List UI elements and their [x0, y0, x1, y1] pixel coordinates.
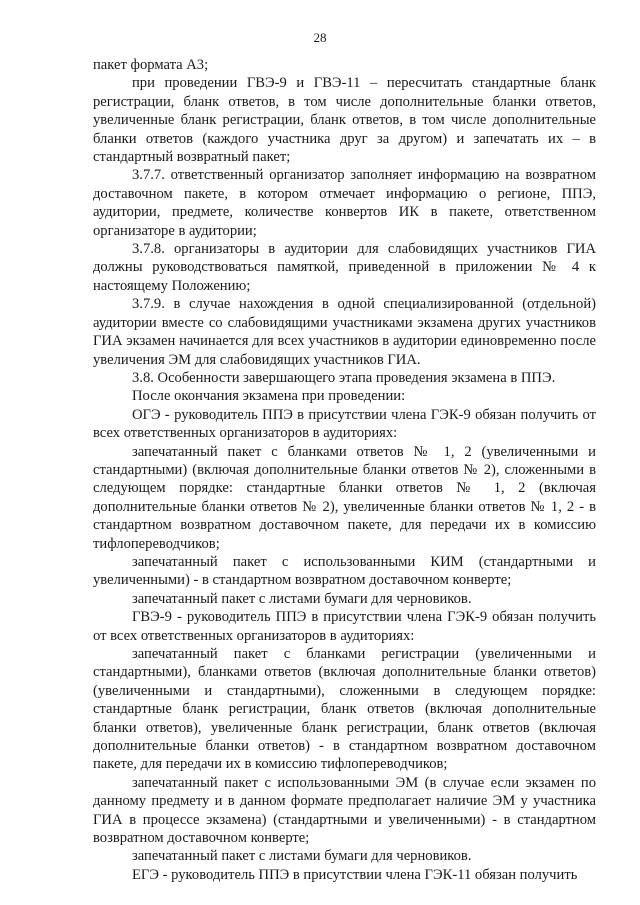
page-number: 28 — [313, 30, 327, 45]
paragraph: 3.7.9. в случае нахождения в одной специализированной (отдельной) аудитории вместе со слабовидящими участниками экзамена других участников ГИА экзамен начинается для всех участников в аудитории единовременно после увеличения ЭМ для слабовидящих участников ГИА. — [93, 296, 596, 368]
paragraph: После окончания экзамена при проведении: — [132, 388, 406, 405]
paragraph: 3.7.8. организаторы в аудитории для слабовидящих участников ГИА должны руководствоваться памяткой, приведенной в приложении № 4 к настоящему Положению; — [93, 241, 596, 294]
paragraph: запечатанный пакет с бланками ответов № 1, 2 (увеличенными и стандартными) (включая дополнительные бланки ответов № 2), сложенными в следующем порядке: стандартные бланки ответов № 1, 2 (включая дополнительные бланки ответов № 2), увеличенные бланки ответов № 1, 2 - в стандартном возвратном доставочном пакете, для передачи их в комиссию тифлопереводчиков; — [93, 443, 596, 552]
paragraph: пакет формата А3; — [93, 57, 209, 73]
paragraph: запечатанный пакет с листами бумаги для черновиков. — [132, 848, 472, 865]
paragraph: ГВЭ-9 - руководитель ППЭ в присутствии члена ГЭК-9 обязан получить от всех ответственных организаторов в аудиториях: — [93, 609, 596, 644]
paragraph: запечатанный пакет с использованными КИМ (стандартными и увеличенными) - в стандартном возвратном доставочном конверте; — [93, 553, 596, 589]
paragraph: 3.7.7. ответственный организатор заполняет информацию на возвратном доставочном пакете, в котором отмечает информацию о регионе, ППЭ, аудитории, предмете, количестве конвертов ИК в пакете, ответственном организаторе в аудитории; — [93, 167, 596, 239]
paragraph: запечатанный пакет с использованными ЭМ (в случае если экзамен по данному предмету и в данном формате предполагает наличие ЭМ у участника ГИА в процессе экзамена) (стандартными и увеличенными) - в стандартном возвратном доставочном конверте; — [93, 774, 596, 847]
paragraph: ОГЭ - руководитель ППЭ в присутствии члена ГЭК-9 обязан получить от всех ответственных организаторов в аудиториях: — [93, 406, 596, 442]
paragraph: 3.8. Особенности завершающего этапа проведения экзамена в ППЭ. — [132, 369, 556, 386]
paragraph: ЕГЭ - руководитель ППЭ в присутствии члена ГЭК-11 обязан получить — [132, 866, 578, 883]
paragraph: запечатанный пакет с листами бумаги для черновиков. — [132, 590, 472, 607]
document-body — [93, 56, 596, 884]
paragraph: запечатанный пакет с бланками регистрации (увеличенными и стандартными), бланками ответов (включая дополнительные бланки ответов) (увеличенными и стандартными), сложенными в следующем порядке: стандартные бланк регистрации, бланк ответов (включая дополнительные бланки ответов), увеличенные бланк регистрации, бланк ответов (включая дополнительные бланки ответов) - в стандартном возвратном доставочном пакете, для передачи их в комиссию тифлопереводчиков; — [93, 646, 596, 773]
paragraph: при проведении ГВЭ-9 и ГВЭ-11 – пересчитать стандартные бланк регистрации, бланк ответов, в том числе дополнительные бланки ответов, увеличенные бланк регистрации, бланк ответов, в том числе дополнительные бланки ответов (каждого участника друг за другом) и запечатать их – в стандартный возвратный пакет; — [93, 75, 596, 166]
